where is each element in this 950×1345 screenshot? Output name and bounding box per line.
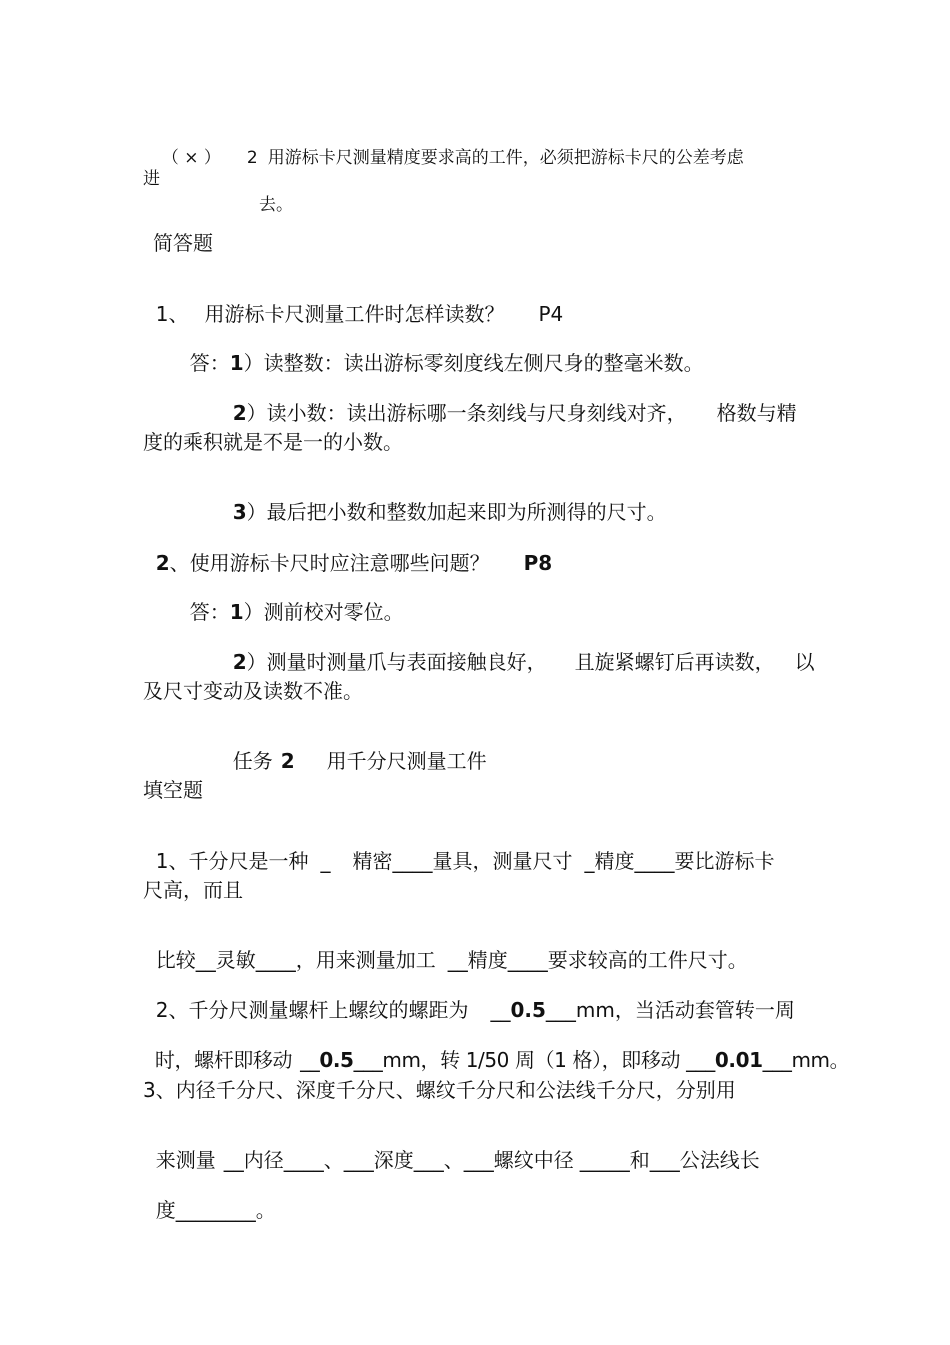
tf-question-wrap: 进 [143,169,160,189]
fill-q2-line-1 [143,980,795,1020]
blank-answer: 精密 [352,849,393,873]
fill-text: 比较 [155,948,196,972]
short-answer-q1 [143,284,563,324]
blank: __ [300,1048,320,1072]
blank-answer: 内径 [243,1148,284,1172]
blank: __ [447,948,468,972]
answer-step-number: 1 [229,600,244,624]
task-title-label: 任务 [232,749,273,773]
fill-q1-text: 要比游标卡 [674,849,775,873]
q2-number: 2 [155,551,170,575]
q2-text: 、使用游标卡尺时应注意哪些问题？ [169,551,490,575]
fill-q1-line-1 [143,831,774,871]
fill-text: 2、千分尺测量螺杆上螺纹的螺距为 [155,998,469,1022]
answer-1-line-1 [177,333,704,373]
answer-step-text: ）测前校对零位。 [243,600,404,624]
answer-1-line-3 [220,482,667,522]
blank-answer: 公法线长 [679,1148,760,1172]
blank-answer: 灵敏 [215,948,256,972]
blank: ___ [545,998,576,1022]
answer-label: 答： [189,600,230,624]
fill-text: 要求较高的工件尺寸。 [547,948,748,972]
fill-q1-text: 量具，测量尺寸 [432,849,573,873]
q2-page-ref: P8 [523,551,553,575]
section-heading-short-answer: 简答题 [153,231,213,255]
task-title-number: 2 [280,749,295,773]
answer-2-line-1 [177,582,404,622]
blank: ___ [353,1048,383,1072]
answer-step-text: ）测量时测量爪与表面接触良好， [246,650,547,674]
fill-q3-line-3 [143,1180,276,1220]
section-heading-fill-blank: 填空题 [143,778,203,802]
fill-text: ，用来测量加工 [295,948,436,972]
fill-text: 、 [323,1148,344,1172]
q1-page-ref: P4 [538,302,564,326]
task-title-text: 用千分尺测量工件 [326,749,487,773]
blank: ___ [413,1148,444,1172]
fill-text: mm，转 1/50 周（1 格），即移动 [382,1048,681,1072]
answer-step-number: 2 [232,650,247,674]
answer-step-text-cont: 格数与精 [716,401,797,425]
fill-q1-text: 1、千分尺是一种 [155,849,309,873]
answer-2-line-2 [220,632,815,672]
blank: ____ [255,948,296,972]
blank: ___ [649,1148,680,1172]
blank: ____ [283,1148,324,1172]
blank-answer: 深度 [373,1148,414,1172]
blank: ____ [634,849,675,873]
answer-step-number: 3 [232,500,247,524]
answer-step-text-cont: 且旋紧螺钉后再读数， [574,650,775,674]
answer-label: 答： [189,351,230,375]
fill-text: mm。 [791,1048,850,1072]
fill-text: 、 [443,1148,464,1172]
fill-text: 和 [629,1148,650,1172]
blank-answer: 0.01 [714,1048,763,1072]
blank-answer: 精度 [467,948,508,972]
q1-number: 1、 [155,302,189,326]
blank: ___ [686,1048,715,1072]
blank: ___ [762,1048,792,1072]
blank: __ [223,1148,244,1172]
answer-2-line-2-wrap: 及尺寸变动及读数不准。 [143,679,363,703]
blank: ____ [392,849,433,873]
blank-answer: 度 [155,1198,176,1222]
fill-q3-line-1: 3、内径千分尺、深度千分尺、螺纹千分尺和公法线千分尺，分别用 [143,1078,736,1102]
answer-step-number: 2 [232,401,247,425]
answer-1-line-2 [220,383,797,423]
q1-text: 用游标卡尺测量工件时怎样读数？ [204,302,505,326]
answer-step-text-end: 以 [794,650,815,674]
tf-question-wrap-end: 去。 [259,195,293,215]
fill-text: mm，当活动套管转一周 [575,998,795,1022]
blank: _____ [579,1148,630,1172]
fill-q3-line-2 [143,1130,760,1170]
blank: ____ [507,948,548,972]
answer-step-text: ）读小数：读出游标哪一条刻线与尺身刻线对齐， [246,401,687,425]
blank-answer: 0.5 [319,1048,354,1072]
fill-q1-line-2: 尺高，而且 [143,878,243,902]
answer-1-line-2-wrap: 度的乘积就是不是一的小数。 [143,430,403,454]
short-answer-q2 [143,533,552,573]
task-title [220,731,487,771]
answer-step-text: ）读整数：读出游标零刻度线左侧尺身的整毫米数。 [243,351,704,375]
blank: _ [584,849,595,873]
tf-question-line [151,133,744,167]
blank: __ [195,948,216,972]
fill-q1-line-3 [143,930,748,970]
tf-question-number: 2 [246,148,258,168]
blank: ___ [343,1148,374,1172]
answer-step-number: 1 [229,351,244,375]
blank-answer: 0.5 [510,998,546,1022]
blank-answer: 精度 [594,849,635,873]
fill-text: 。 [255,1198,276,1222]
tf-answer-mark: （ × ） [161,148,221,168]
blank: ________ [175,1198,256,1222]
tf-question-text: 用游标卡尺测量精度要求高的工件，必须把游标卡尺的公差考虑 [267,148,744,168]
blank-answer: 螺纹中径 [493,1148,574,1172]
blank: ___ [463,1148,494,1172]
fill-text: 时，螺杆即移动 [154,1048,293,1072]
fill-q2-line-2 [143,1030,849,1070]
blank: _ [320,849,331,873]
answer-step-text: ）最后把小数和整数加起来即为所测得的尺寸。 [246,500,667,524]
fill-text: 来测量 [155,1148,216,1172]
blank: __ [490,998,511,1022]
